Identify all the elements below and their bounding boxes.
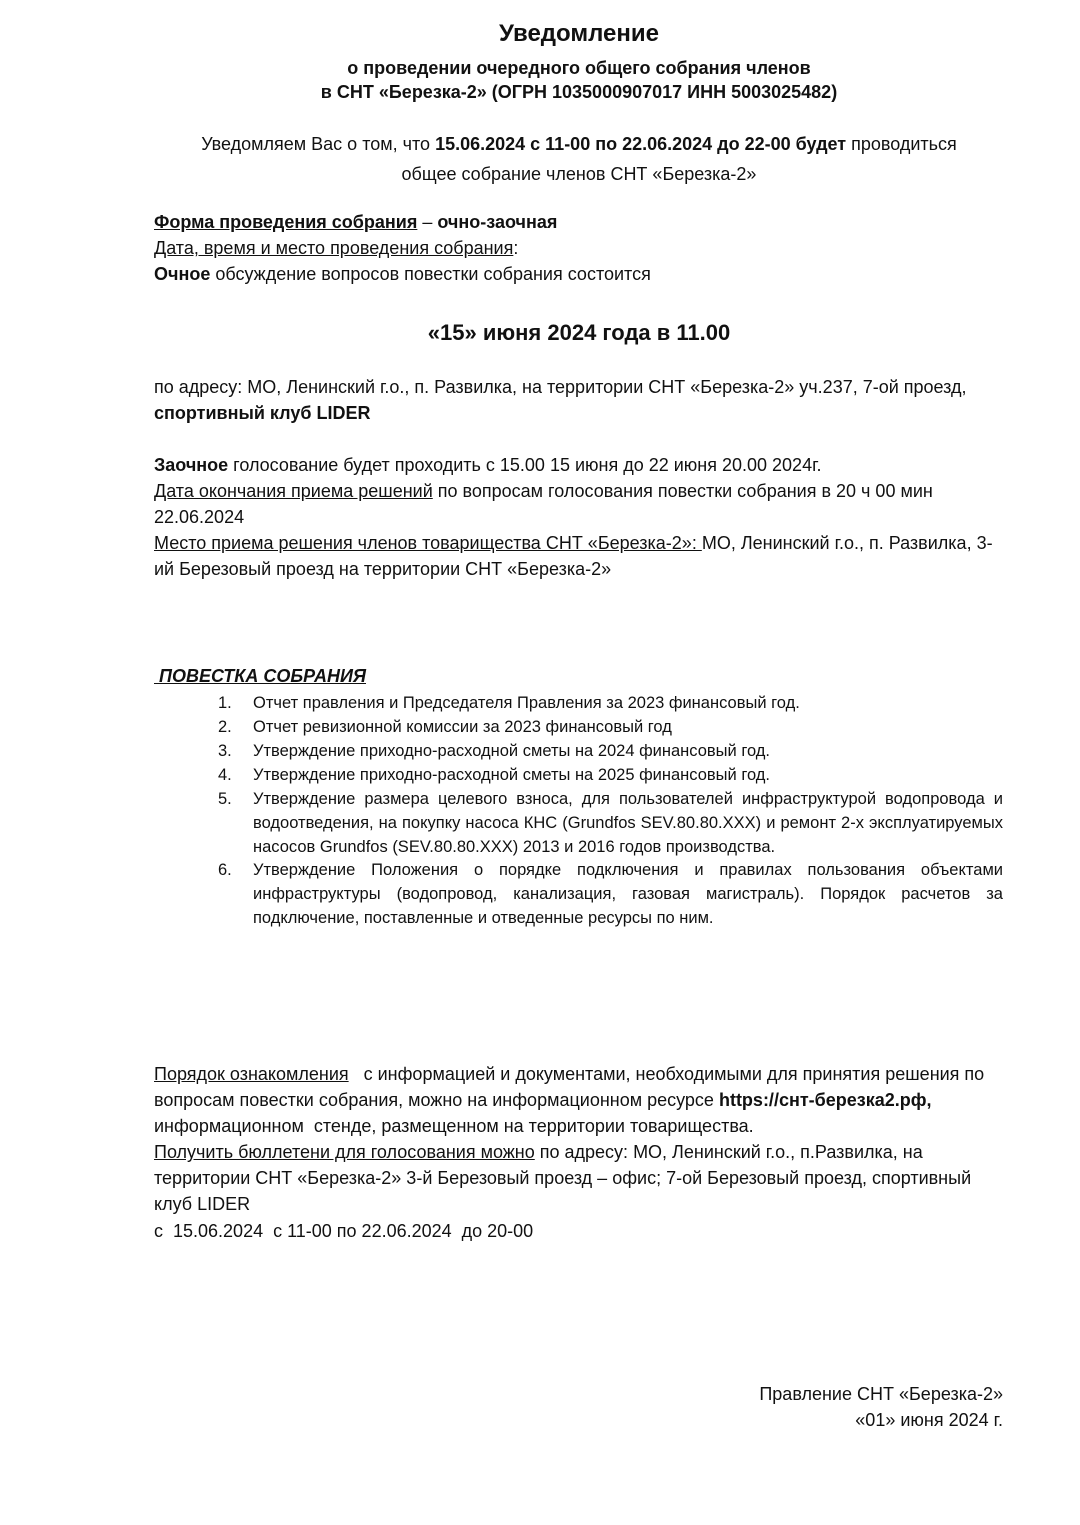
agenda-title: ПОВЕСТКА СОБРАНИЯ: [154, 666, 367, 686]
agenda-item-text: Отчет ревизионной комиссии за 2023 финансовый год: [253, 717, 672, 736]
agenda-item: [218, 788, 1003, 860]
agenda-item-text: Утверждение размера целевого взноса, для пользователей инфраструктурой водопровода и водоотведения, на покупку насоса КНС (Grundfos SEV.80.80.XXX) и ремонт 2-х эксплуатируемых насосов Grundfos (SEV.80.80.XXX) 2013 и 2016 годов производства.: [253, 789, 1003, 856]
agenda-item-number: 1.: [218, 694, 232, 712]
place-text: МО, Ленинский г.о., п. Развилка, 3-ий Березовый проезд на территории СНТ «Березка-2»: [154, 533, 993, 580]
form-label: Форма проведения собрания: [154, 212, 418, 232]
intro-line2: общее собрание членов СНТ «Березка-2»: [401, 164, 757, 184]
deadline-text: по вопросам голосования повестки собрания в 20 ч 00 мин 22.06.2024: [154, 481, 933, 528]
info-block: [154, 1061, 1004, 1244]
in-person-label: Очное: [154, 264, 211, 285]
document-subtitle-line2: в СНТ «Березка-2» (ОГРН 1035000907017 ИНН 5003025482): [320, 82, 838, 102]
document-title: Уведомление: [498, 20, 659, 47]
agenda-item-number: 5.: [218, 789, 232, 808]
ballots-text: по адресу: МО, Ленинский г.о., п.Развилка, на территории СНТ «Березка-2» 3-й Березовый проезд – офис; 7-ой Березовый проезд, спортивный клуб LIDER: [154, 1142, 977, 1215]
agenda-list: [218, 692, 1003, 931]
info-text-2: информационном стенде, размещенном на территории товарищества.: [154, 1090, 942, 1137]
intro-line1: [0, 132, 1080, 157]
form-dash: –: [417, 212, 438, 232]
absentee-text: голосование будет проходить с 15.00 15 июня до 22 июня 20.00 2024г.: [228, 455, 822, 475]
agenda-item-number: 2.: [218, 717, 232, 736]
agenda-item: [218, 764, 1003, 788]
in-person-text: обсуждение вопросов повестки собрания состоится: [210, 264, 651, 285]
agenda-item-number: 6.: [218, 861, 232, 880]
ballots-label: Получить бюллетени для голосования можно: [154, 1142, 535, 1163]
meeting-form-block: [154, 209, 1004, 287]
address-club: спортивный клуб LIDER: [154, 403, 371, 424]
agenda-item: [218, 740, 1003, 764]
datetime-label: Дата, время и место проведения собрания: [154, 238, 514, 259]
signature-date: «01» июня 2024 г.: [855, 1410, 1003, 1430]
intro-post: проводиться: [846, 134, 957, 154]
signature-org: Правление СНТ «Березка-2»: [759, 1384, 1003, 1404]
agenda-item-text: Отчет правления и Председателя Правления за 2023 финансовый год.: [253, 694, 800, 712]
info-label: Порядок ознакомления: [154, 1064, 349, 1084]
agenda-item-text: Утверждение Положения о порядке подключения и правилах пользования объектами инфраструктуры (водопровод, канализация, газовая магистраль). Порядок расчетов за подключение, поставленные и отведенные ресурсы по ним.: [253, 861, 1003, 928]
agenda-item: [218, 692, 1003, 716]
document-subtitle-line1: о проведении очередного общего собрания членов: [347, 58, 811, 78]
agenda-item: [218, 859, 1003, 931]
absentee-label: Заочное: [154, 455, 229, 475]
place-label: Место приема решения членов товарищества СНТ «Березка-2»:: [154, 533, 702, 554]
ballots-dates: с 15.06.2024 с 11-00 по 22.06.2024 до 20-00: [154, 1220, 534, 1241]
address-block: [154, 374, 1004, 426]
agenda-item-number: 4.: [218, 765, 232, 784]
agenda-item: [218, 716, 1003, 740]
deadline-label: Дата окончания приема решений: [154, 481, 433, 502]
absentee-block: [154, 452, 1004, 582]
agenda-item-text: Утверждение приходно-расходной сметы на 2025 финансовый год.: [253, 765, 771, 784]
intro-dates: 15.06.2024 с 11-00 по 22.06.2024 до 22-00 будет: [435, 134, 847, 154]
datetime-colon: :: [513, 238, 519, 259]
meeting-date: «15» июня 2024 года в 11.00: [427, 320, 731, 345]
agenda-item-number: 3.: [218, 741, 232, 760]
address-text: по адресу: МО, Ленинский г.о., п. Развилка, на территории СНТ «Березка-2» уч.237, 7-ой проезд,: [154, 377, 967, 397]
info-text: с информацией и документами, необходимыми для принятия решения по вопросам повестки собрания, можно на информационном ресурсе: [154, 1064, 990, 1111]
agenda-item-text: Утверждение приходно-расходной сметы на 2024 финансовый год.: [253, 741, 771, 760]
info-url[interactable]: https://снт-березка2.рф,: [718, 1090, 932, 1111]
intro-pre: Уведомляем Вас о том, что: [201, 134, 436, 154]
form-value: очно-заочная: [437, 212, 558, 232]
